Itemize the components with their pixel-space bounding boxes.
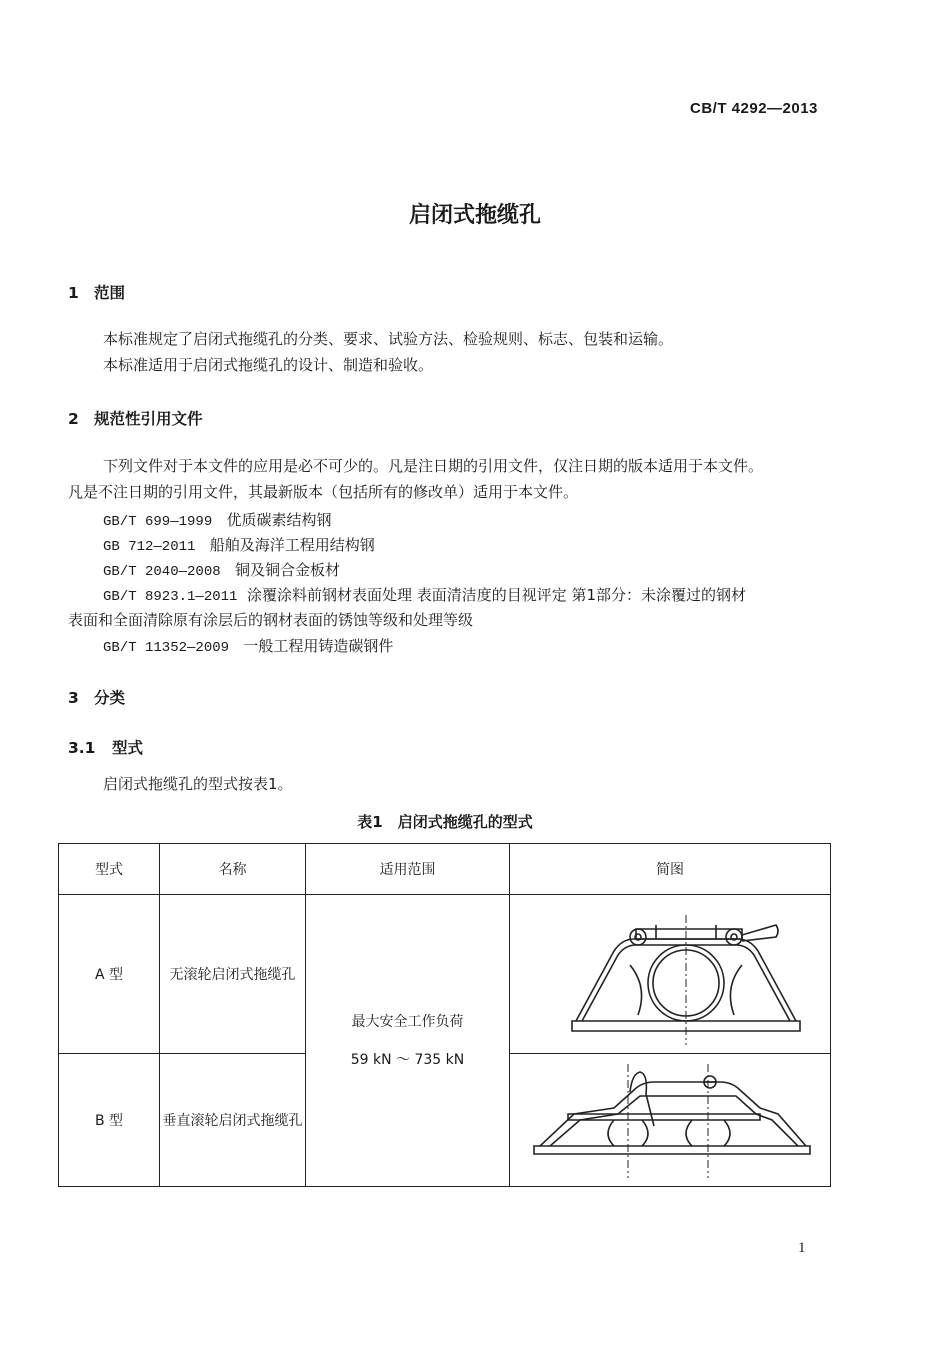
range-value: 59 kN ～ 735 kN	[350, 1051, 465, 1068]
reference-item	[103, 534, 375, 555]
reference-title: 铜及铜合金板材	[234, 561, 340, 579]
section-3-heading	[68, 686, 125, 708]
section-title: 型式	[112, 739, 144, 757]
type-cell: B 型	[59, 1054, 160, 1187]
reference-title: 船舶及海洋工程用结构钢	[209, 536, 375, 554]
section-title: 分类	[94, 689, 126, 707]
document-title: 启闭式拖缆孔	[408, 203, 541, 228]
column-header: 名称	[160, 844, 306, 895]
reference-item	[103, 584, 746, 605]
reference-title-continuation: 表面和全面清除原有涂层后的钢材表面的锈蚀等级和处理等级	[68, 611, 474, 629]
section-number: 1	[68, 284, 79, 302]
paragraph: 本标准适用于启闭式拖缆孔的设计、制造和验收。	[103, 356, 434, 374]
reference-code: GB/T 8923.1—2011	[103, 589, 238, 605]
reference-code: GB/T 11352—2009	[103, 640, 230, 656]
reference-item	[103, 559, 340, 580]
type-b-fairlead-diagram	[510, 1054, 830, 1182]
table-caption: 表1 启闭式拖缆孔的型式	[357, 813, 533, 831]
type-a-fairlead-diagram	[510, 895, 830, 1049]
name-cell: 无滚轮启闭式拖缆孔	[160, 895, 306, 1054]
range-label: 最大安全工作负荷	[351, 1013, 464, 1030]
diagram-cell	[510, 1054, 831, 1187]
table-header-row	[59, 844, 831, 895]
section-number: 3	[68, 689, 79, 707]
section-1-heading	[68, 281, 125, 303]
section-number: 2	[68, 410, 79, 428]
reference-item	[103, 509, 332, 530]
reference-title: 涂覆涂料前钢材表面处理 表面清洁度的目视评定 第1部分：未涂覆过的钢材	[246, 586, 747, 604]
paragraph: 本标准规定了启闭式拖缆孔的分类、要求、试验方法、检验规则、标志、包装和运输。	[103, 330, 674, 348]
reference-title: 优质碳素结构钢	[226, 511, 332, 529]
section-3-1-heading	[68, 736, 143, 758]
reference-code: GB/T 699—1999	[103, 514, 213, 530]
section-2-heading	[68, 407, 203, 429]
reference-title: 一般工程用铸造碳钢件	[243, 637, 394, 655]
section-title: 规范性引用文件	[94, 410, 203, 428]
diagram-cell	[510, 895, 831, 1054]
column-header: 型式	[59, 844, 160, 895]
name-cell: 垂直滚轮启闭式拖缆孔	[160, 1054, 306, 1187]
paragraph: 凡是不注日期的引用文件，其最新版本（包括所有的修改单）适用于本文件。	[68, 483, 579, 501]
paragraph: 启闭式拖缆孔的型式按表1。	[103, 775, 293, 793]
table-row	[59, 895, 831, 1054]
type-table	[58, 843, 831, 1187]
type-cell: A 型	[59, 895, 160, 1054]
column-header: 简图	[510, 844, 831, 895]
reference-code: GB 712—2011	[103, 539, 196, 555]
section-number: 3.1	[68, 739, 96, 757]
reference-code: GB/T 2040—2008	[103, 564, 221, 580]
paragraph: 下列文件对于本文件的应用是必不可少的。凡是注日期的引用文件，仅注日期的版本适用于本文件。	[103, 457, 764, 475]
range-cell	[306, 895, 510, 1187]
page-number: 1	[798, 1240, 806, 1256]
section-title: 范围	[94, 284, 126, 302]
standard-code: CB/T 4292—2013	[690, 100, 818, 117]
reference-item	[103, 635, 393, 656]
column-header: 适用范围	[306, 844, 510, 895]
